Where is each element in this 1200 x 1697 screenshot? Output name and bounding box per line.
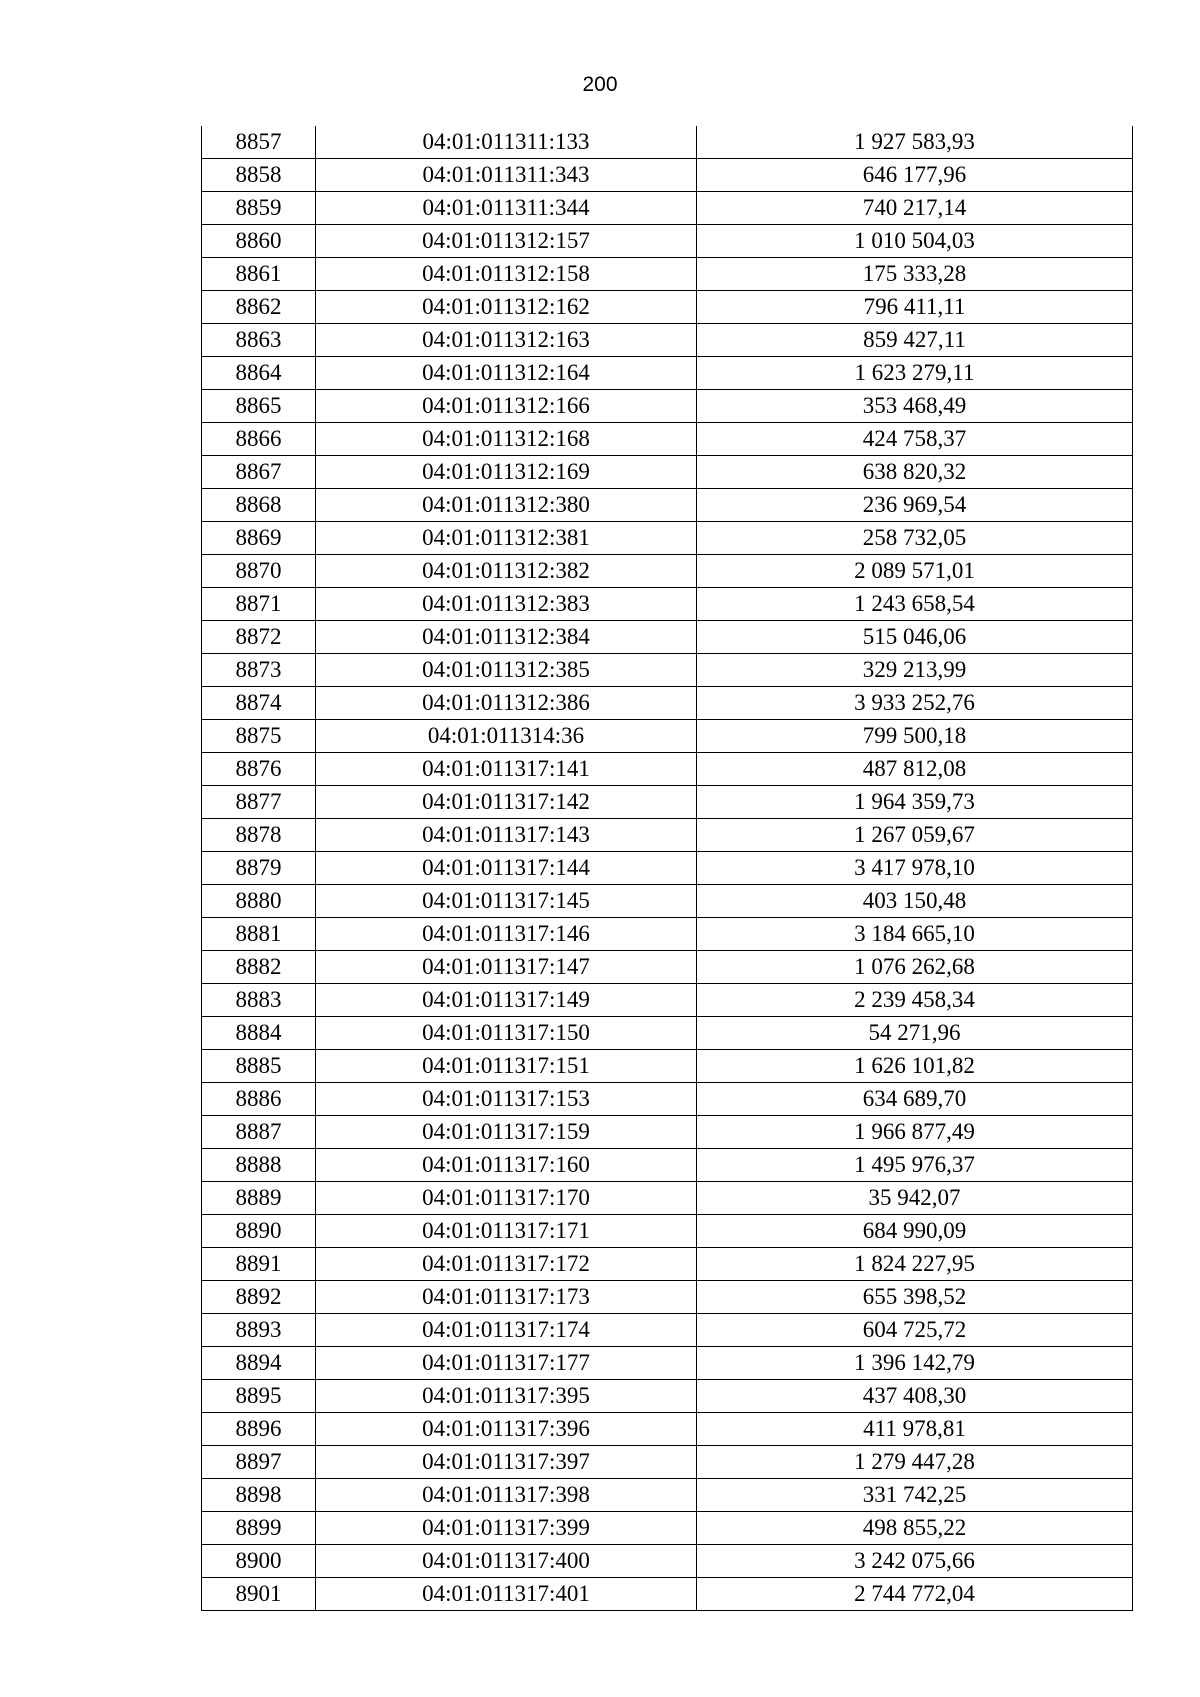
value-cell: 1 010 504,03 bbox=[697, 225, 1133, 258]
cadastral-number-cell: 04:01:011317:396 bbox=[316, 1413, 697, 1446]
cadastral-number-cell: 04:01:011312:382 bbox=[316, 555, 697, 588]
value-cell: 236 969,54 bbox=[697, 489, 1133, 522]
value-cell: 437 408,30 bbox=[697, 1380, 1133, 1413]
row-number-cell: 8891 bbox=[202, 1248, 316, 1281]
cadastral-number-cell: 04:01:011312:166 bbox=[316, 390, 697, 423]
value-cell: 1 927 583,93 bbox=[697, 126, 1133, 159]
table-row bbox=[202, 1215, 1133, 1248]
cadastral-number-cell: 04:01:011317:397 bbox=[316, 1446, 697, 1479]
row-number-cell: 8899 bbox=[202, 1512, 316, 1545]
table-row bbox=[202, 1116, 1133, 1149]
value-cell: 515 046,06 bbox=[697, 621, 1133, 654]
cadastral-number-cell: 04:01:011317:145 bbox=[316, 885, 697, 918]
value-cell: 684 990,09 bbox=[697, 1215, 1133, 1248]
cadastral-number-cell: 04:01:011311:133 bbox=[316, 126, 697, 159]
table-row bbox=[202, 984, 1133, 1017]
table-row bbox=[202, 951, 1133, 984]
value-cell: 487 812,08 bbox=[697, 753, 1133, 786]
table-row bbox=[202, 1380, 1133, 1413]
row-number-cell: 8873 bbox=[202, 654, 316, 687]
value-cell: 35 942,07 bbox=[697, 1182, 1133, 1215]
row-number-cell: 8892 bbox=[202, 1281, 316, 1314]
row-number-cell: 8870 bbox=[202, 555, 316, 588]
table-row bbox=[202, 1413, 1133, 1446]
cadastral-number-cell: 04:01:011317:401 bbox=[316, 1578, 697, 1611]
cadastral-number-cell: 04:01:011317:400 bbox=[316, 1545, 697, 1578]
table-row bbox=[202, 885, 1133, 918]
table-row bbox=[202, 390, 1133, 423]
row-number-cell: 8898 bbox=[202, 1479, 316, 1512]
value-cell: 638 820,32 bbox=[697, 456, 1133, 489]
row-number-cell: 8879 bbox=[202, 852, 316, 885]
row-number-cell: 8896 bbox=[202, 1413, 316, 1446]
table-row bbox=[202, 819, 1133, 852]
value-cell: 1 964 359,73 bbox=[697, 786, 1133, 819]
row-number-cell: 8900 bbox=[202, 1545, 316, 1578]
value-cell: 498 855,22 bbox=[697, 1512, 1133, 1545]
value-cell: 1 824 227,95 bbox=[697, 1248, 1133, 1281]
value-cell: 1 076 262,68 bbox=[697, 951, 1133, 984]
table-row bbox=[202, 1149, 1133, 1182]
table-row bbox=[202, 1248, 1133, 1281]
value-cell: 331 742,25 bbox=[697, 1479, 1133, 1512]
table-row bbox=[202, 753, 1133, 786]
table-row bbox=[202, 456, 1133, 489]
cadastral-number-cell: 04:01:011317:171 bbox=[316, 1215, 697, 1248]
table-row bbox=[202, 720, 1133, 753]
table-row bbox=[202, 1182, 1133, 1215]
table-row bbox=[202, 324, 1133, 357]
value-cell: 604 725,72 bbox=[697, 1314, 1133, 1347]
row-number-cell: 8872 bbox=[202, 621, 316, 654]
row-number-cell: 8887 bbox=[202, 1116, 316, 1149]
row-number-cell: 8871 bbox=[202, 588, 316, 621]
value-cell: 1 966 877,49 bbox=[697, 1116, 1133, 1149]
value-cell: 54 271,96 bbox=[697, 1017, 1133, 1050]
row-number-cell: 8864 bbox=[202, 357, 316, 390]
cadastral-number-cell: 04:01:011311:343 bbox=[316, 159, 697, 192]
table-row bbox=[202, 489, 1133, 522]
row-number-cell: 8866 bbox=[202, 423, 316, 456]
value-cell: 634 689,70 bbox=[697, 1083, 1133, 1116]
table-row bbox=[202, 687, 1133, 720]
row-number-cell: 8882 bbox=[202, 951, 316, 984]
cadastral-number-cell: 04:01:011312:380 bbox=[316, 489, 697, 522]
table-row bbox=[202, 1545, 1133, 1578]
cadastral-number-cell: 04:01:011314:36 bbox=[316, 720, 697, 753]
table-row bbox=[202, 225, 1133, 258]
table-row bbox=[202, 1512, 1133, 1545]
row-number-cell: 8885 bbox=[202, 1050, 316, 1083]
table-row bbox=[202, 522, 1133, 555]
table-row bbox=[202, 1347, 1133, 1380]
cadastral-number-cell: 04:01:011317:173 bbox=[316, 1281, 697, 1314]
cadastral-number-cell: 04:01:011312:386 bbox=[316, 687, 697, 720]
row-number-cell: 8884 bbox=[202, 1017, 316, 1050]
value-cell: 2 239 458,34 bbox=[697, 984, 1133, 1017]
cadastral-number-cell: 04:01:011317:395 bbox=[316, 1380, 697, 1413]
value-cell: 3 933 252,76 bbox=[697, 687, 1133, 720]
cadastral-number-cell: 04:01:011317:149 bbox=[316, 984, 697, 1017]
cadastral-number-cell: 04:01:011312:383 bbox=[316, 588, 697, 621]
row-number-cell: 8860 bbox=[202, 225, 316, 258]
cadastral-number-cell: 04:01:011317:172 bbox=[316, 1248, 697, 1281]
cadastral-number-cell: 04:01:011317:177 bbox=[316, 1347, 697, 1380]
cadastral-number-cell: 04:01:011317:160 bbox=[316, 1149, 697, 1182]
value-cell: 859 427,11 bbox=[697, 324, 1133, 357]
table-row bbox=[202, 1578, 1133, 1611]
table-row bbox=[202, 423, 1133, 456]
cadastral-table-container bbox=[201, 126, 1133, 1611]
row-number-cell: 8881 bbox=[202, 918, 316, 951]
cadastral-number-cell: 04:01:011312:162 bbox=[316, 291, 697, 324]
row-number-cell: 8893 bbox=[202, 1314, 316, 1347]
cadastral-number-cell: 04:01:011312:157 bbox=[316, 225, 697, 258]
value-cell: 2 744 772,04 bbox=[697, 1578, 1133, 1611]
table-row bbox=[202, 357, 1133, 390]
row-number-cell: 8889 bbox=[202, 1182, 316, 1215]
value-cell: 1 396 142,79 bbox=[697, 1347, 1133, 1380]
value-cell: 424 758,37 bbox=[697, 423, 1133, 456]
row-number-cell: 8869 bbox=[202, 522, 316, 555]
cadastral-table bbox=[201, 126, 1133, 1611]
row-number-cell: 8880 bbox=[202, 885, 316, 918]
row-number-cell: 8878 bbox=[202, 819, 316, 852]
cadastral-number-cell: 04:01:011317:141 bbox=[316, 753, 697, 786]
cadastral-number-cell: 04:01:011312:158 bbox=[316, 258, 697, 291]
cadastral-number-cell: 04:01:011317:146 bbox=[316, 918, 697, 951]
value-cell: 353 468,49 bbox=[697, 390, 1133, 423]
cadastral-number-cell: 04:01:011317:143 bbox=[316, 819, 697, 852]
table-row bbox=[202, 588, 1133, 621]
cadastral-number-cell: 04:01:011312:385 bbox=[316, 654, 697, 687]
row-number-cell: 8895 bbox=[202, 1380, 316, 1413]
row-number-cell: 8868 bbox=[202, 489, 316, 522]
value-cell: 1 623 279,11 bbox=[697, 357, 1133, 390]
table-row bbox=[202, 1281, 1133, 1314]
value-cell: 799 500,18 bbox=[697, 720, 1133, 753]
cadastral-number-cell: 04:01:011317:170 bbox=[316, 1182, 697, 1215]
row-number-cell: 8886 bbox=[202, 1083, 316, 1116]
value-cell: 3 242 075,66 bbox=[697, 1545, 1133, 1578]
table-row bbox=[202, 918, 1133, 951]
table-row bbox=[202, 621, 1133, 654]
cadastral-number-cell: 04:01:011317:398 bbox=[316, 1479, 697, 1512]
value-cell: 740 217,14 bbox=[697, 192, 1133, 225]
table-row bbox=[202, 852, 1133, 885]
table-row bbox=[202, 786, 1133, 819]
table-row bbox=[202, 126, 1133, 159]
cadastral-number-cell: 04:01:011312:168 bbox=[316, 423, 697, 456]
cadastral-number-cell: 04:01:011317:147 bbox=[316, 951, 697, 984]
row-number-cell: 8876 bbox=[202, 753, 316, 786]
row-number-cell: 8894 bbox=[202, 1347, 316, 1380]
value-cell: 655 398,52 bbox=[697, 1281, 1133, 1314]
row-number-cell: 8867 bbox=[202, 456, 316, 489]
table-row bbox=[202, 1050, 1133, 1083]
table-row bbox=[202, 192, 1133, 225]
value-cell: 796 411,11 bbox=[697, 291, 1133, 324]
table-row bbox=[202, 654, 1133, 687]
cadastral-number-cell: 04:01:011317:142 bbox=[316, 786, 697, 819]
row-number-cell: 8874 bbox=[202, 687, 316, 720]
row-number-cell: 8888 bbox=[202, 1149, 316, 1182]
cadastral-number-cell: 04:01:011317:144 bbox=[316, 852, 697, 885]
row-number-cell: 8897 bbox=[202, 1446, 316, 1479]
table-row bbox=[202, 1017, 1133, 1050]
value-cell: 329 213,99 bbox=[697, 654, 1133, 687]
table-row bbox=[202, 258, 1133, 291]
table-row bbox=[202, 555, 1133, 588]
row-number-cell: 8862 bbox=[202, 291, 316, 324]
table-row bbox=[202, 1479, 1133, 1512]
cadastral-number-cell: 04:01:011312:169 bbox=[316, 456, 697, 489]
value-cell: 3 417 978,10 bbox=[697, 852, 1133, 885]
row-number-cell: 8857 bbox=[202, 126, 316, 159]
value-cell: 175 333,28 bbox=[697, 258, 1133, 291]
row-number-cell: 8863 bbox=[202, 324, 316, 357]
value-cell: 1 279 447,28 bbox=[697, 1446, 1133, 1479]
row-number-cell: 8890 bbox=[202, 1215, 316, 1248]
row-number-cell: 8861 bbox=[202, 258, 316, 291]
row-number-cell: 8901 bbox=[202, 1578, 316, 1611]
row-number-cell: 8859 bbox=[202, 192, 316, 225]
value-cell: 403 150,48 bbox=[697, 885, 1133, 918]
cadastral-number-cell: 04:01:011317:151 bbox=[316, 1050, 697, 1083]
table-body bbox=[202, 126, 1133, 1611]
cadastral-number-cell: 04:01:011312:163 bbox=[316, 324, 697, 357]
cadastral-number-cell: 04:01:011312:384 bbox=[316, 621, 697, 654]
table-row bbox=[202, 159, 1133, 192]
cadastral-number-cell: 04:01:011317:153 bbox=[316, 1083, 697, 1116]
value-cell: 1 495 976,37 bbox=[697, 1149, 1133, 1182]
value-cell: 1 626 101,82 bbox=[697, 1050, 1133, 1083]
value-cell: 3 184 665,10 bbox=[697, 918, 1133, 951]
cadastral-number-cell: 04:01:011317:159 bbox=[316, 1116, 697, 1149]
value-cell: 1 267 059,67 bbox=[697, 819, 1133, 852]
table-row bbox=[202, 291, 1133, 324]
value-cell: 1 243 658,54 bbox=[697, 588, 1133, 621]
cadastral-number-cell: 04:01:011317:150 bbox=[316, 1017, 697, 1050]
row-number-cell: 8865 bbox=[202, 390, 316, 423]
value-cell: 2 089 571,01 bbox=[697, 555, 1133, 588]
cadastral-number-cell: 04:01:011317:399 bbox=[316, 1512, 697, 1545]
page-number: 200 bbox=[582, 73, 618, 96]
row-number-cell: 8877 bbox=[202, 786, 316, 819]
cadastral-number-cell: 04:01:011312:381 bbox=[316, 522, 697, 555]
value-cell: 258 732,05 bbox=[697, 522, 1133, 555]
cadastral-number-cell: 04:01:011311:344 bbox=[316, 192, 697, 225]
row-number-cell: 8875 bbox=[202, 720, 316, 753]
value-cell: 646 177,96 bbox=[697, 159, 1133, 192]
row-number-cell: 8858 bbox=[202, 159, 316, 192]
table-row bbox=[202, 1446, 1133, 1479]
cadastral-number-cell: 04:01:011317:174 bbox=[316, 1314, 697, 1347]
table-row bbox=[202, 1314, 1133, 1347]
cadastral-number-cell: 04:01:011312:164 bbox=[316, 357, 697, 390]
row-number-cell: 8883 bbox=[202, 984, 316, 1017]
value-cell: 411 978,81 bbox=[697, 1413, 1133, 1446]
table-row bbox=[202, 1083, 1133, 1116]
